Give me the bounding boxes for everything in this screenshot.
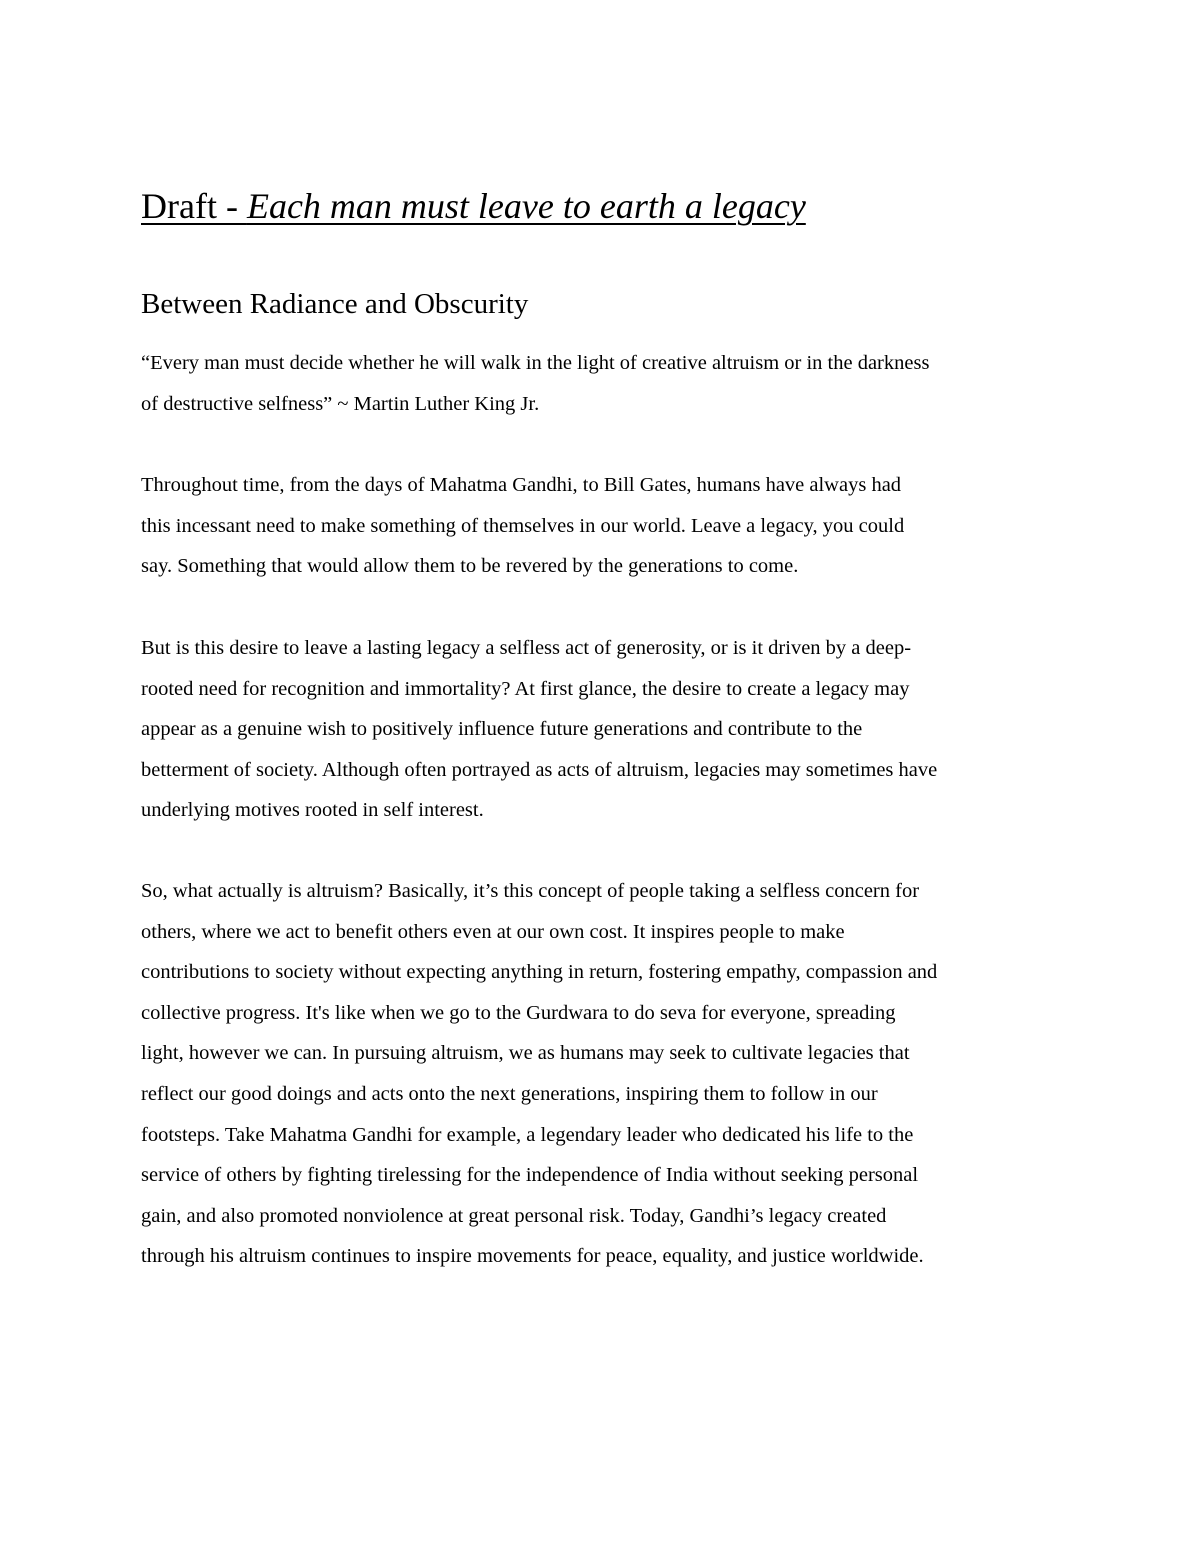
paragraph-line: gain, and also promoted nonviolence at great personal risk. Today, Gandhi’s legacy created bbox=[141, 1204, 887, 1227]
paragraph-line: footsteps. Take Mahatma Gandhi for example, a legendary leader who dedicated his life to the bbox=[141, 1123, 914, 1146]
paragraph-line: betterment of society. Although often portrayed as acts of altruism, legacies may sometimes have bbox=[141, 758, 938, 781]
paragraph-line: this incessant need to make something of themselves in our world. Leave a legacy, you could bbox=[141, 514, 905, 537]
paragraph-line: through his altruism continues to inspire movements for peace, equality, and justice worldwide. bbox=[141, 1245, 924, 1268]
paragraph-line: reflect our good doings and acts onto the next generations, inspiring them to follow in our bbox=[141, 1082, 878, 1105]
paragraph-line: light, however we can. In pursuing altruism, we as humans may seek to cultivate legacies that bbox=[141, 1042, 910, 1065]
paragraph-line: Throughout time, from the days of Mahatma Gandhi, to Bill Gates, humans have always had bbox=[141, 474, 902, 496]
paragraph-line: say. Something that would allow them to be revered by the generations to come. bbox=[141, 555, 799, 578]
paragraph-line: underlying motives rooted in self interest. bbox=[141, 799, 484, 822]
title-prefix: Draft - bbox=[141, 186, 247, 226]
paragraph-1 bbox=[141, 465, 1071, 587]
paragraph-line: collective progress. It's like when we go to the Gurdwara to do seva for everyone, spreading bbox=[141, 1001, 896, 1024]
paragraph-line: rooted need for recognition and immortality? At first glance, the desire to create a legacy may bbox=[141, 677, 910, 700]
paragraph-3 bbox=[141, 871, 1071, 1277]
paragraph-2 bbox=[141, 628, 1071, 831]
document-subtitle: Between Radiance and Obscurity bbox=[141, 288, 529, 320]
quote-line: “Every man must decide whether he will walk in the light of creative altruism or in the darkness bbox=[141, 352, 930, 374]
document-title bbox=[141, 182, 806, 230]
paragraph-line: appear as a genuine wish to positively influence future generations and contribute to the bbox=[141, 718, 863, 741]
paragraph-line: contributions to society without expecting anything in return, fostering empathy, compassion and bbox=[141, 961, 938, 984]
title-italic-text: Each man must leave to earth a legacy bbox=[246, 186, 806, 226]
quote-line: of destructive selfness” ~ Martin Luther King Jr. bbox=[141, 392, 540, 415]
paragraph-line: So, what actually is altruism? Basically, it’s this concept of people taking a selfless concern for bbox=[141, 880, 920, 902]
paragraph-line: others, where we act to benefit others even at our own cost. It inspires people to make bbox=[141, 920, 845, 943]
paragraph-line: service of others by fighting tirelessing for the independence of India without seeking personal bbox=[141, 1164, 919, 1187]
paragraph-line: But is this desire to leave a lasting legacy a selfless act of generosity, or is it driven by a deep- bbox=[141, 637, 912, 659]
opening-quote bbox=[141, 343, 1071, 424]
